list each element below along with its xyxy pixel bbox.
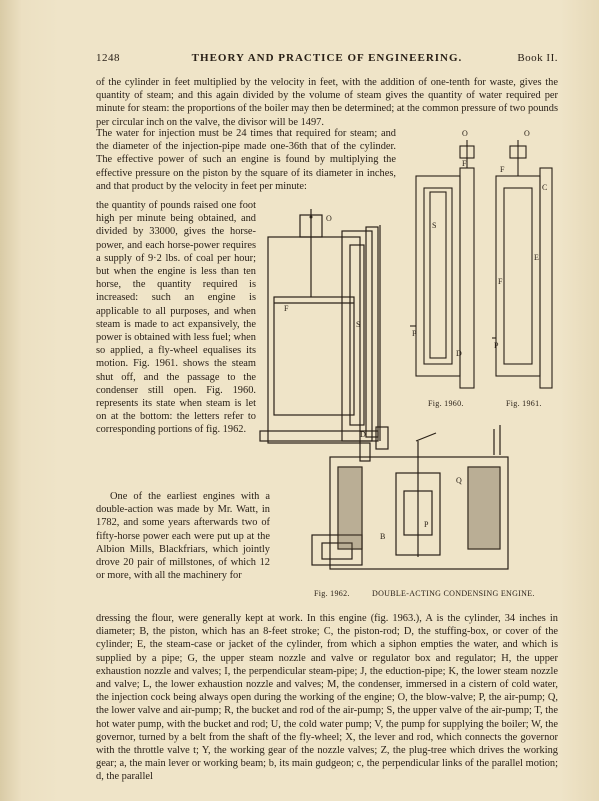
fig1960-label-D: D <box>456 349 462 358</box>
label-D: D <box>360 430 366 439</box>
fig1961-label-C: C <box>542 183 548 192</box>
fig1961-label-F-mid: F <box>498 277 503 286</box>
fig1961-label-E: E <box>534 253 539 262</box>
label-F: F <box>284 304 289 313</box>
figure-1960-caption: Fig. 1960. <box>428 399 464 408</box>
label-P: P <box>424 520 429 529</box>
page-number: 1248 <box>96 52 120 64</box>
fig1960-label-S: S <box>432 221 437 230</box>
fig1960-label-P: P <box>412 329 417 338</box>
label-B: B <box>380 532 386 541</box>
figure-1961-drawing <box>488 128 558 398</box>
figure-1962-caption-number: Fig. 1962. <box>314 589 350 598</box>
fig1960-label-F: F <box>462 159 467 168</box>
page-title: THEORY AND PRACTICE OF ENGINEERING. <box>191 52 463 64</box>
paragraph-1-mid: The water for injection must be 24 times that required for steam; and the diameter of the injection-pipe made one-36th that of the cylinder. The effective power of such an engine is found by multiplying the effective pressure on the piston by the square of its diameter in inches, and that product by the velocity in feet per minute: <box>96 128 396 192</box>
figure-1960-drawing <box>410 128 482 398</box>
label-S: S <box>356 320 361 329</box>
paragraph-2-narrow: One of the earliest engines with a double-action was made by Mr. Watt, in 1782, and some years afterwards two of fifty-horse power each were put up at the Albion Mills, Blackfriars, which jointly drove 20 pair of millstones, of which 12 or more, with all the machinery for <box>96 491 270 582</box>
fig1961-label-P: P <box>494 341 499 350</box>
running-header <box>96 50 558 68</box>
paragraph-2-full: dressing the flour, were generally kept at work. In this engine (fig. 1963.), A is the cylinder, 34 inches in diameter; B, the piston, which has an 8-feet stroke; C, the piston-rod; D, the stuffing-box, or cover of the cylinder; E, the steam-case or jacket of the cylinder, from which a siphon empties the water, and which is supplied by a pipe; G, the upper steam nozzle and valve or regulator box and regulator; H, the upper exhaustion nozzle and valves; I, the perpendicular steam-pipe; J, the eduction-pipe; K, the lower steam nozzle and valve; L, the lower exhaustion nozzle and valves; M, the condenser, immersed in a cistern of cold water, the injection cock being always open during the working of the engine; O, the blow-valve; P, the air-pump; Q, the lower valve and air-pump; R, the bucket and rod of the air-pump; S, the upper valve of the air-pump; T, the hot water pump, with the bucket and rod; U, the cold water pump; V, the pump for supplying the boiler; W, the governor, turned by a belt from the shaft of the fly-wheel; X, the lever and rod, which connects the governor with the throttle valve t; Y, the working gear of the nozzle valves; Z, the plug-tree which drives the working gear; a, the main lever or working beam; b, its main gudgeon; c, the perpendicular links of the parallel motion; d, the parallel <box>96 613 558 783</box>
paragraph-1-full: of the cylinder in feet multiplied by the velocity in feet, with the addition of one-tenth for waste, gives the quantity of steam; and this again divided by the volume of steam gives the quantity of water required per minute for steam: the proportions of the boiler may then be determined; at the common pressure of two pounds per circular inch on the valve, the divisor will be 1497. <box>96 77 558 128</box>
paragraph-1-narrow: the quantity of pounds raised one foot high per minute being obtained, and divided by 33000, gives the horse-power, and each horse-power requires a supply of 9·2 lbs. of coal per hour; but when the engine is less than ten horse, the quantity required is increased: such an engine is applicable to all purposes, and when steam is made to act expansively, the power is obtained with less fuel; when so applied, a fly-wheel equalises its motion. Fig. 1961. shows the steam shut off, and the passage to the condenser still open. Fig. 1960. represents its state when steam is let on at the bottom: the letters refer to corresponding portions of fig. 1962. <box>96 200 256 436</box>
book-label: Book II. <box>517 52 558 64</box>
figure-1961-caption: Fig. 1961. <box>506 399 542 408</box>
fig1961-label-O: O <box>524 129 530 138</box>
label-O: O <box>326 214 332 223</box>
figure-1962-caption-title: DOUBLE-ACTING CONDENSING ENGINE. <box>372 589 535 598</box>
fig1960-label-O: O <box>462 129 468 138</box>
label-Q: Q <box>456 476 462 485</box>
fig1961-label-F-top: F <box>500 165 505 174</box>
